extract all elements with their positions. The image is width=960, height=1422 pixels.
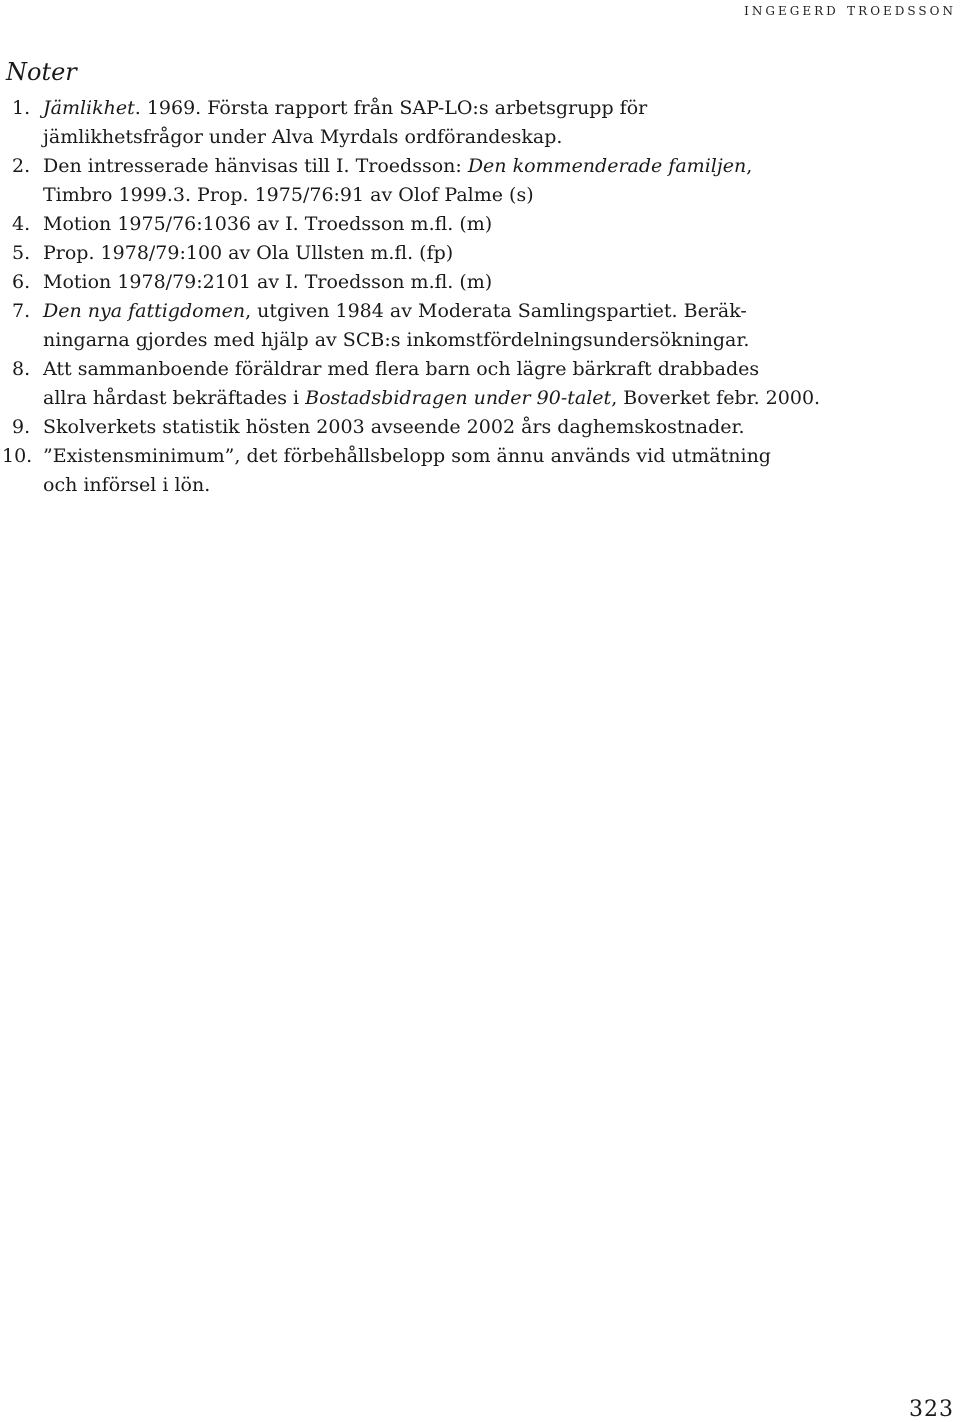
note-number: 6. bbox=[12, 271, 31, 293]
running-header: ingegerd troedsson bbox=[744, 0, 956, 20]
note-number: 8. bbox=[12, 358, 31, 380]
note-text: , utgiven 1984 av Moderata Samlingspartiet. Beräk- bbox=[245, 300, 747, 322]
note-text: . 1969. Första rapport från SAP-LO:s arbetsgrupp för bbox=[134, 97, 648, 119]
note-5 bbox=[6, 239, 906, 268]
note-line bbox=[43, 297, 906, 326]
note-line: Prop. 1978/79:100 av Ola Ullsten m.fl. (fp) bbox=[43, 242, 454, 264]
notes-title: Noter bbox=[6, 58, 77, 86]
note-1 bbox=[6, 94, 906, 152]
note-line bbox=[43, 94, 906, 123]
note-number: 10. bbox=[2, 445, 33, 467]
note-8 bbox=[6, 355, 906, 413]
note-line: ningarna gjordes med hjälp av SCB:s inkomstfördelningsundersökningar. bbox=[43, 329, 750, 351]
note-title-italic: Bostadsbidragen under 90-talet bbox=[305, 387, 612, 409]
note-2 bbox=[6, 152, 906, 210]
note-text: , bbox=[746, 155, 753, 177]
note-line: Timbro 1999.3. Prop. 1975/76:91 av Olof Palme (s) bbox=[43, 184, 534, 206]
note-line bbox=[43, 152, 906, 181]
page-number: 323 bbox=[909, 1397, 954, 1422]
note-6 bbox=[6, 268, 906, 297]
note-line: Skolverkets statistik hösten 2003 avseende 2002 års daghemskostnader. bbox=[43, 416, 745, 438]
note-number: 9. bbox=[12, 416, 31, 438]
note-line bbox=[43, 384, 906, 413]
note-text: allra hårdast bekräftades i bbox=[43, 387, 306, 409]
note-line: jämlikhetsfrågor under Alva Myrdals ordförandeskap. bbox=[43, 126, 563, 148]
note-line: Motion 1975/76:1036 av I. Troedsson m.fl. (m) bbox=[43, 213, 493, 235]
note-number: 2. bbox=[12, 155, 31, 177]
note-number: 5. bbox=[12, 242, 31, 264]
note-title-italic: Den nya fattigdomen bbox=[43, 300, 246, 322]
note-line: och införsel i lön. bbox=[43, 474, 211, 496]
note-text: Den intresserade hänvisas till I. Troedsson: bbox=[43, 155, 468, 177]
note-line: Att sammanboende föräldrar med flera barn och lägre bärkraft drabbades bbox=[43, 358, 760, 380]
note-9 bbox=[6, 413, 906, 442]
note-title-italic: Jämlikhet bbox=[43, 97, 135, 119]
note-10 bbox=[2, 442, 906, 500]
note-line: Motion 1978/79:2101 av I. Troedsson m.fl. (m) bbox=[43, 271, 493, 293]
note-line: ”Existensminimum”, det förbehållsbelopp som ännu används vid utmätning bbox=[43, 445, 771, 467]
note-number: 7. bbox=[12, 300, 31, 322]
note-7 bbox=[6, 297, 906, 355]
note-number: 1. bbox=[12, 97, 31, 119]
note-number: 4. bbox=[12, 213, 31, 235]
note-title-italic: Den kommenderade familjen bbox=[467, 155, 747, 177]
note-4 bbox=[6, 210, 906, 239]
notes-section bbox=[2, 58, 906, 500]
note-text: , Boverket febr. 2000. bbox=[611, 387, 821, 409]
